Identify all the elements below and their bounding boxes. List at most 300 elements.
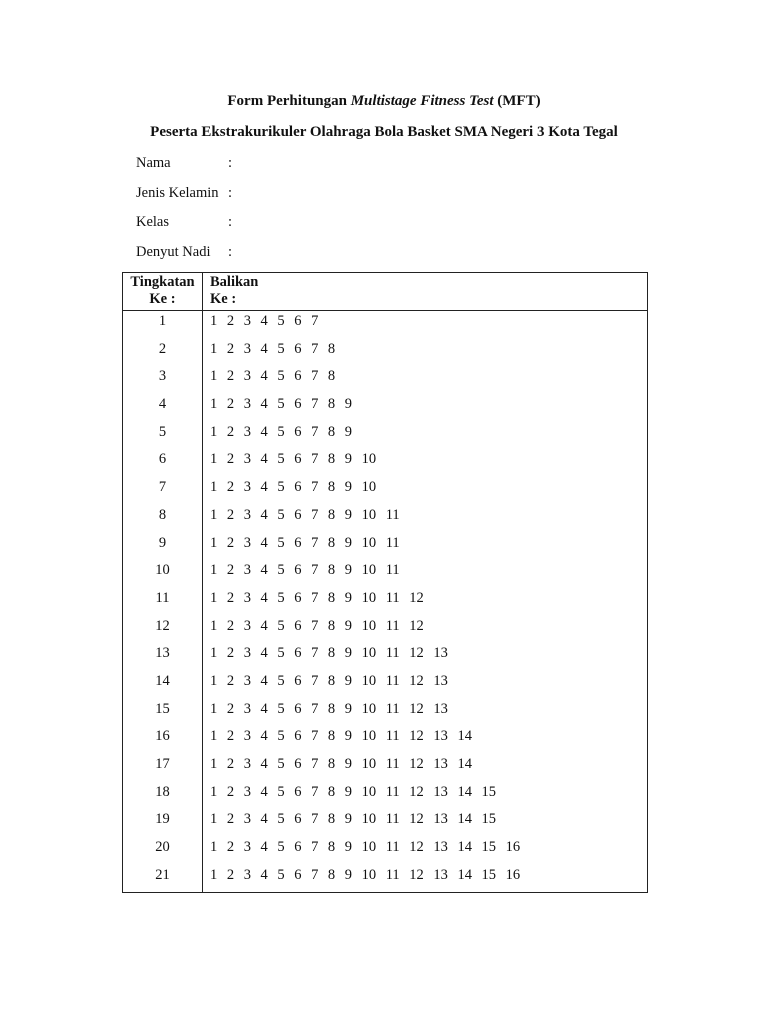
shuttle-number: 16 — [505, 839, 521, 856]
shuttle-number: 12 — [409, 839, 424, 856]
shuttle-number: 6 — [294, 839, 302, 856]
shuttle-number: 14 — [457, 866, 472, 883]
shuttle-number: 2 — [226, 451, 235, 468]
shuttle-number: 5 — [277, 340, 285, 357]
shuttle-number: 3 — [243, 728, 251, 745]
shuttle-number: 10 — [361, 728, 377, 745]
shuttle-number: 12 — [409, 866, 424, 883]
shuttle-number: 8 — [327, 479, 336, 496]
shuttle-number: 6 — [294, 866, 302, 883]
shuttle-number: 15 — [481, 839, 497, 856]
shuttle-number: 2 — [226, 479, 235, 496]
shuttle-number: 8 — [327, 700, 336, 717]
shuttle-number: 9 — [344, 423, 352, 440]
shuttle-number: 10 — [361, 506, 377, 523]
table-row — [123, 837, 648, 865]
table-row — [123, 782, 648, 810]
shuttle-cell — [203, 394, 648, 422]
level-cell: 8 — [123, 505, 203, 533]
shuttle-number: 8 — [327, 340, 336, 357]
shuttle-cell — [203, 754, 648, 782]
shuttle-number: 11 — [385, 589, 400, 606]
shuttle-number: 2 — [226, 340, 235, 357]
table-row — [123, 505, 648, 533]
shuttle-number: 3 — [243, 479, 251, 496]
shuttle-cell — [203, 339, 648, 367]
shuttle-number: 8 — [327, 866, 336, 883]
shuttle-number: 11 — [385, 866, 400, 883]
shuttle-cell — [203, 477, 648, 505]
shuttle-number: 7 — [311, 562, 319, 579]
shuttle-number: 8 — [327, 783, 336, 800]
shuttle-number: 6 — [294, 562, 302, 579]
shuttle-number: 1 — [210, 728, 218, 745]
shuttle-number: 1 — [210, 700, 218, 717]
shuttle-number: 9 — [344, 589, 352, 606]
shuttle-number: 4 — [260, 756, 268, 772]
shuttle-number: 5 — [277, 313, 285, 329]
field-label: Nama — [136, 155, 171, 171]
shuttle-number: 1 — [210, 866, 218, 883]
field-label: Denyut Nadi — [136, 244, 211, 260]
shuttle-number: 2 — [226, 728, 235, 745]
shuttle-number: 6 — [294, 368, 302, 385]
shuttle-number: 4 — [260, 672, 268, 689]
field-separator: : — [228, 214, 233, 230]
shuttle-number: 3 — [243, 451, 251, 468]
shuttle-number: 6 — [294, 783, 302, 800]
shuttle-number: 2 — [226, 562, 235, 579]
table-row — [123, 422, 648, 450]
level-cell: 15 — [123, 699, 203, 727]
shuttle-number: 14 — [457, 756, 472, 772]
table-row — [123, 533, 648, 561]
shuttle-number: 7 — [311, 451, 319, 468]
header-tingkatan — [123, 273, 203, 311]
shuttle-number: 10 — [361, 756, 377, 772]
shuttle-number: 8 — [327, 396, 336, 413]
level-cell: 4 — [123, 394, 203, 422]
shuttle-number: 1 — [210, 479, 218, 496]
level-cell: 1 — [123, 311, 203, 339]
shuttle-number: 10 — [361, 617, 377, 634]
shuttle-number: 3 — [243, 811, 251, 828]
shuttle-number: 6 — [294, 700, 302, 717]
shuttle-number: 6 — [294, 506, 302, 523]
shuttle-number: 9 — [344, 645, 352, 662]
shuttle-number: 5 — [277, 672, 285, 689]
shuttle-cell — [203, 505, 648, 533]
shuttle-number: 10 — [361, 562, 377, 579]
shuttle-number: 1 — [210, 756, 218, 772]
field-kelas — [136, 212, 232, 232]
shuttle-number: 3 — [243, 589, 251, 606]
shuttle-number: 2 — [226, 313, 235, 329]
shuttle-number: 6 — [294, 645, 302, 662]
shuttle-number: 6 — [294, 451, 302, 468]
shuttle-cell — [203, 311, 648, 339]
shuttle-number: 11 — [385, 839, 400, 856]
shuttle-number: 10 — [361, 672, 377, 689]
level-cell: 17 — [123, 754, 203, 782]
mft-table — [122, 272, 648, 893]
field-separator: : — [228, 244, 233, 260]
level-cell: 2 — [123, 339, 203, 367]
field-separator: : — [228, 185, 233, 201]
shuttle-cell — [203, 643, 648, 671]
level-cell: 19 — [123, 809, 203, 837]
shuttle-number: 2 — [226, 756, 235, 772]
shuttle-number: 3 — [243, 839, 251, 856]
shuttle-number: 12 — [409, 756, 424, 772]
shuttle-number: 9 — [344, 396, 352, 413]
shuttle-number: 8 — [327, 811, 336, 828]
shuttle-number: 13 — [433, 672, 448, 689]
table-row — [123, 699, 648, 727]
table-row — [123, 616, 648, 644]
header-tingkatan-line2: Ke : — [149, 291, 176, 307]
shuttle-number: 3 — [243, 672, 251, 689]
shuttle-number: 7 — [311, 811, 319, 828]
shuttle-number: 1 — [210, 396, 218, 413]
shuttle-number: 1 — [210, 451, 218, 468]
shuttle-number: 7 — [311, 672, 319, 689]
shuttle-number: 13 — [433, 811, 448, 828]
shuttle-number: 6 — [294, 396, 302, 413]
field-separator: : — [228, 155, 233, 171]
shuttle-number: 1 — [210, 562, 218, 579]
shuttle-number: 12 — [409, 700, 424, 717]
shuttle-number: 10 — [361, 645, 377, 662]
table-row — [123, 339, 648, 367]
shuttle-number: 4 — [260, 451, 268, 468]
shuttle-number: 11 — [385, 811, 400, 828]
level-cell: 21 — [123, 865, 203, 893]
level-cell: 9 — [123, 533, 203, 561]
shuttle-number: 7 — [311, 506, 319, 523]
shuttle-number: 11 — [385, 783, 400, 800]
shuttle-number: 1 — [210, 589, 218, 606]
shuttle-number: 9 — [344, 672, 352, 689]
shuttle-number: 8 — [327, 423, 336, 440]
shuttle-number: 6 — [294, 617, 302, 634]
shuttle-number: 12 — [409, 728, 424, 745]
shuttle-number: 8 — [327, 506, 336, 523]
shuttle-number: 7 — [311, 396, 319, 413]
shuttle-number: 5 — [277, 811, 285, 828]
shuttle-number: 5 — [277, 506, 285, 523]
shuttle-cell — [203, 533, 648, 561]
shuttle-number: 2 — [226, 811, 235, 828]
shuttle-number: 5 — [277, 534, 285, 551]
shuttle-number: 12 — [409, 672, 424, 689]
shuttle-number: 11 — [385, 728, 400, 745]
shuttle-number: 4 — [260, 811, 268, 828]
shuttle-number: 4 — [260, 866, 268, 883]
shuttle-number: 1 — [210, 811, 218, 828]
shuttle-number: 2 — [226, 534, 235, 551]
shuttle-number: 7 — [311, 866, 319, 883]
shuttle-number: 4 — [260, 645, 268, 662]
shuttle-number: 7 — [311, 700, 319, 717]
shuttle-number: 7 — [311, 783, 319, 800]
shuttle-number: 11 — [385, 506, 400, 523]
shuttle-number: 9 — [344, 451, 352, 468]
shuttle-number: 4 — [260, 589, 268, 606]
shuttle-number: 13 — [433, 839, 448, 856]
shuttle-number: 7 — [311, 617, 319, 634]
shuttle-number: 1 — [210, 534, 218, 551]
shuttle-number: 11 — [385, 700, 400, 717]
shuttle-number: 5 — [277, 479, 285, 496]
shuttle-number: 8 — [327, 728, 336, 745]
shuttle-number: 8 — [327, 645, 336, 662]
shuttle-number: 13 — [433, 645, 448, 662]
shuttle-number: 1 — [210, 617, 218, 634]
table-header-row — [123, 273, 648, 311]
header-balikan — [203, 273, 648, 311]
shuttle-number: 1 — [210, 368, 218, 385]
shuttle-number: 5 — [277, 839, 285, 856]
shuttle-number: 16 — [505, 866, 521, 883]
table-row — [123, 643, 648, 671]
shuttle-number: 9 — [344, 562, 352, 579]
shuttle-number: 7 — [311, 839, 319, 856]
shuttle-number: 3 — [243, 368, 251, 385]
shuttle-number: 9 — [344, 617, 352, 634]
shuttle-number: 1 — [210, 645, 218, 662]
shuttle-number: 5 — [277, 451, 285, 468]
shuttle-number: 15 — [481, 783, 497, 800]
shuttle-number: 5 — [277, 866, 285, 883]
shuttle-number: 13 — [433, 700, 448, 717]
shuttle-number: 11 — [385, 645, 400, 662]
shuttle-number: 10 — [361, 866, 377, 883]
shuttle-number: 1 — [210, 506, 218, 523]
shuttle-number: 2 — [226, 672, 235, 689]
shuttle-number: 4 — [260, 728, 268, 745]
shuttle-number: 6 — [294, 313, 302, 329]
shuttle-number: 5 — [277, 368, 285, 385]
shuttle-number: 6 — [294, 728, 302, 745]
shuttle-number: 6 — [294, 479, 302, 496]
shuttle-number: 3 — [243, 423, 251, 440]
shuttle-number: 7 — [311, 728, 319, 745]
shuttle-number: 9 — [344, 756, 352, 772]
shuttle-number: 2 — [226, 506, 235, 523]
shuttle-number: 12 — [409, 617, 424, 634]
field-label: Jenis Kelamin — [136, 185, 219, 201]
shuttle-cell — [203, 837, 648, 865]
field-label: Kelas — [136, 214, 170, 230]
shuttle-number: 4 — [260, 617, 268, 634]
header-tingkatan-line1: Tingkatan — [130, 274, 195, 290]
table-row — [123, 754, 648, 782]
shuttle-cell — [203, 809, 648, 837]
shuttle-number: 9 — [344, 811, 352, 828]
table-row — [123, 366, 648, 394]
shuttle-number: 6 — [294, 534, 302, 551]
shuttle-number: 3 — [243, 506, 251, 523]
level-cell: 13 — [123, 643, 203, 671]
shuttle-number: 11 — [385, 672, 400, 689]
shuttle-number: 5 — [277, 562, 285, 579]
shuttle-number: 15 — [481, 866, 497, 883]
shuttle-number: 1 — [210, 839, 218, 856]
shuttle-number: 1 — [210, 423, 218, 440]
shuttle-number: 5 — [277, 700, 285, 717]
shuttle-number: 12 — [409, 811, 424, 828]
shuttle-number: 2 — [226, 783, 235, 800]
title-italic: Multistage Fitness Test — [350, 93, 494, 109]
shuttle-number: 4 — [260, 479, 268, 496]
table-row — [123, 865, 648, 893]
level-cell: 3 — [123, 366, 203, 394]
shuttle-number: 4 — [260, 506, 268, 523]
table-row — [123, 588, 648, 616]
level-cell: 7 — [123, 477, 203, 505]
shuttle-number: 8 — [327, 589, 336, 606]
table-row — [123, 726, 648, 754]
shuttle-number: 8 — [327, 672, 336, 689]
shuttle-number: 10 — [361, 479, 377, 496]
shuttle-number: 7 — [311, 534, 319, 551]
shuttle-number: 12 — [409, 645, 424, 662]
shuttle-number: 9 — [344, 783, 352, 800]
shuttle-number: 12 — [409, 589, 424, 606]
table-row — [123, 671, 648, 699]
shuttle-number: 3 — [243, 340, 251, 357]
shuttle-number: 8 — [327, 562, 336, 579]
table-row — [123, 394, 648, 422]
shuttle-number: 6 — [294, 423, 302, 440]
shuttle-number: 1 — [210, 340, 218, 357]
shuttle-number: 7 — [311, 756, 319, 772]
shuttle-number: 4 — [260, 783, 268, 800]
shuttle-number: 4 — [260, 839, 268, 856]
shuttle-number: 14 — [457, 811, 472, 828]
field-denyut-nadi — [136, 242, 232, 262]
shuttle-number: 10 — [361, 839, 377, 856]
shuttle-number: 8 — [327, 368, 336, 385]
shuttle-number: 5 — [277, 783, 285, 800]
level-cell: 10 — [123, 560, 203, 588]
shuttle-number: 13 — [433, 728, 448, 745]
shuttle-number: 5 — [277, 617, 285, 634]
shuttle-number: 12 — [409, 783, 424, 800]
shuttle-number: 5 — [277, 423, 285, 440]
title-suffix: (MFT) — [493, 93, 541, 109]
table-row — [123, 449, 648, 477]
shuttle-number: 4 — [260, 313, 268, 329]
shuttle-number: 9 — [344, 534, 352, 551]
level-cell: 16 — [123, 726, 203, 754]
shuttle-number: 10 — [361, 451, 377, 468]
shuttle-number: 10 — [361, 534, 377, 551]
shuttle-number: 6 — [294, 672, 302, 689]
shuttle-number: 9 — [344, 839, 352, 856]
shuttle-number: 2 — [226, 700, 235, 717]
shuttle-number: 6 — [294, 811, 302, 828]
shuttle-number: 1 — [210, 672, 218, 689]
shuttle-number: 10 — [361, 811, 377, 828]
shuttle-number: 2 — [226, 423, 235, 440]
shuttle-number: 3 — [243, 396, 251, 413]
shuttle-number: 14 — [457, 783, 472, 800]
shuttle-number: 10 — [361, 783, 377, 800]
shuttle-number: 8 — [327, 617, 336, 634]
shuttle-number: 14 — [457, 728, 472, 745]
shuttle-number: 7 — [311, 313, 319, 329]
shuttle-number: 3 — [243, 756, 251, 772]
shuttle-number: 3 — [243, 562, 251, 579]
shuttle-number: 9 — [344, 506, 352, 523]
shuttle-number: 5 — [277, 728, 285, 745]
table-row — [123, 560, 648, 588]
shuttle-number: 15 — [481, 811, 497, 828]
shuttle-cell — [203, 449, 648, 477]
level-cell: 14 — [123, 671, 203, 699]
shuttle-number: 9 — [344, 866, 352, 883]
form-title — [0, 93, 768, 110]
shuttle-number: 5 — [277, 756, 285, 772]
shuttle-number: 5 — [277, 396, 285, 413]
shuttle-number: 7 — [311, 340, 319, 357]
shuttle-number: 5 — [277, 589, 285, 606]
shuttle-number: 7 — [311, 368, 319, 385]
shuttle-number: 3 — [243, 534, 251, 551]
shuttle-number: 6 — [294, 340, 302, 357]
shuttle-cell — [203, 699, 648, 727]
shuttle-cell — [203, 726, 648, 754]
header-balikan-line2: Ke : — [210, 291, 237, 307]
shuttle-number: 3 — [243, 645, 251, 662]
shuttle-number: 4 — [260, 562, 268, 579]
level-cell: 5 — [123, 422, 203, 450]
level-cell: 18 — [123, 782, 203, 810]
shuttle-cell — [203, 366, 648, 394]
shuttle-number: 4 — [260, 396, 268, 413]
shuttle-number: 3 — [243, 866, 251, 883]
shuttle-number: 2 — [226, 617, 235, 634]
shuttle-number: 10 — [361, 700, 377, 717]
shuttle-cell — [203, 865, 648, 893]
shuttle-number: 7 — [311, 645, 319, 662]
shuttle-number: 4 — [260, 368, 268, 385]
shuttle-number: 11 — [385, 562, 400, 579]
shuttle-number: 4 — [260, 534, 268, 551]
shuttle-number: 3 — [243, 617, 251, 634]
shuttle-cell — [203, 588, 648, 616]
table-row — [123, 809, 648, 837]
shuttle-number: 11 — [385, 756, 400, 772]
shuttle-number: 6 — [294, 589, 302, 606]
shuttle-number: 13 — [433, 756, 448, 772]
shuttle-number: 2 — [226, 368, 235, 385]
shuttle-number: 11 — [385, 617, 400, 634]
shuttle-cell — [203, 782, 648, 810]
shuttle-number: 2 — [226, 396, 235, 413]
level-cell: 11 — [123, 588, 203, 616]
shuttle-number: 2 — [226, 839, 235, 856]
table-row — [123, 477, 648, 505]
shuttle-cell — [203, 671, 648, 699]
shuttle-cell — [203, 422, 648, 450]
shuttle-number: 8 — [327, 756, 336, 772]
shuttle-cell — [203, 560, 648, 588]
title-prefix: Form Perhitungan — [227, 93, 351, 109]
level-cell: 6 — [123, 449, 203, 477]
